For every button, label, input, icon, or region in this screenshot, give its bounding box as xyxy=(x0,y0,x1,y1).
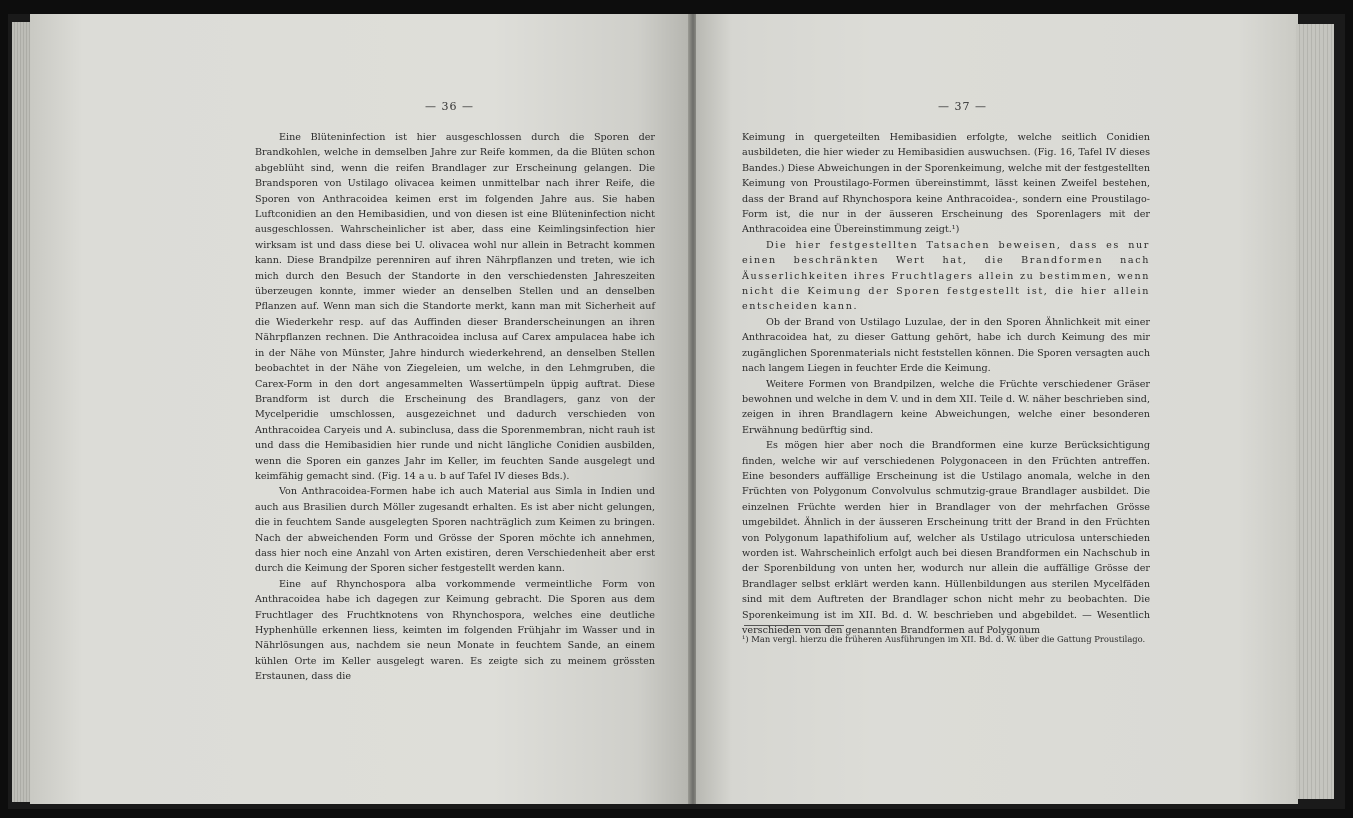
left-page-text xyxy=(255,130,655,685)
page-number-right: — 37 — xyxy=(938,100,987,113)
footnote: ¹) Man vergl. hierzu die früheren Ausführungen im XII. Bd. d. W. über die Gattung Proustilago. xyxy=(742,634,1146,644)
paragraph: Von Anthracoidea-Formen habe ich auch Material aus Simla in Indien und auch aus Brasilien durch Möller zugesandt erhalten. Es ist aber nicht gelungen, die in feuchtem Sande ausgelegten Sporen nachträglich zum Keimen zu bringen. Nach der abweichenden Form und Grösse der Sporen möchte ich annehmen, dass hier noch eine Anzahl von Arten existiren, deren Verschiedenheit aber erst durch die Keimung der Sporen sicher festgestellt werden kann. xyxy=(255,486,655,575)
paragraph: Keimung in quergeteilten Hemibasidien erfolgte, welche seitlich Conidien ausbildeten, die hier wieder zu Hemibasidien auswuchsen. (Fig. 16, Tafel IV dieses Bandes.) Diese Abweichungen in der Sporenkeimung, welche mit der festgestellten Keimung von Proustilago-Formen übereinstimmt, lässt keinen Zweifel bestehen, dass der Brand auf Rhynchospora keine Anthracoidea-, sondern eine Proustilago-Form ist, die nur in der äusseren Erscheinung des Sporenlagers mit der Anthracoidea eine Übereinstimmung zeigt.¹) xyxy=(742,132,1150,236)
right-page-text xyxy=(742,130,1150,638)
right-page-edges xyxy=(1296,24,1334,799)
left-page xyxy=(30,14,690,804)
footnote-rule xyxy=(744,625,844,626)
page-number-left: — 36 — xyxy=(425,100,474,113)
paragraph: Weitere Formen von Brandpilzen, welche die Früchte verschiedener Gräser bewohnen und welche in dem V. und in dem XII. Teile d. W. näher beschrieben sind, zeigen in ihren Brandlagern keine Abweichungen, welche einer besonderen Erwähnung bedürftig sind. xyxy=(742,378,1150,436)
paragraph: Es mögen hier aber noch die Brandformen eine kurze Berücksichtigung finden, welche wir auf verschiedenen Polygonaceen in den Früchten antreffen. Eine besonders auffällige Erscheinung ist die Ustilago anomala, welche in den Früchten von Polygonum Convolvulus schmutzig-graue Brandlager ausbildet. Die einzelnen Früchte werden hier in Brandlager von der mehrfachen Grösse umgebildet. Ähnlich in der äusseren Erscheinung tritt der Brand in den Früchten von Polygonum lapathifolium auf, welcher als Ustilago utriculosa unterschieden worden ist. Wahrscheinlich erfolgt auch bei diesen Brandformen ein Nachschub in der Sporenbildung von unten her, wodurch nur allein die auffällige Grösse der Brandlager selbst erklärt werden kann. Hüllenbildungen aus sterilen Mycelfäden sind mit dem Auftreten der Brandlager schon nicht mehr zu beobachten. Die Sporenkeimung ist im XII. Bd. d. W. beschrieben und abgebildet. — Wesentlich verschieden von den genannten Brandformen auf Polygonum xyxy=(742,440,1150,636)
paragraph: Eine Blüteninfection ist hier ausgeschlossen durch die Sporen der Brandkohlen, welche in demselben Jahre zur Reife kommen, da die Blüten schon abgeblüht sind, wenn die reifen Brandlager zur Erscheinung gelangen. Die Brandsporen von Ustilago olivacea keimen unmittelbar nach ihrer Reife, die Sporen von Anthracoidea keimen erst im folgenden Jahre aus. Sie haben Luftconidien an den Hemibasidien, und von diesen ist eine Blüteninfection nicht ausgeschlossen. Wahrscheinlicher ist aber, dass eine Keimlingsinfection hier wirksam ist und dass diese bei U. olivacea wohl nur allein in Betracht kommen kann. Diese Brandpilze perenniren auf ihren Nährpflanzen und treten, wie ich mich durch den Besuch der Standorte in den verschiedensten Jahreszeiten überzeugen konnte, immer wieder an denselben Stellen und an denselben Pflanzen auf. Wenn man sich die Standorte merkt, kann man mit Sicherheit auf die Wiederkehr resp. auf das Auffinden dieser Branderscheinungen an ihren Nährpflanzen rechnen. Die Anthracoidea inclusa auf Carex ampulacea habe ich in der Nähe von Münster, Jahre hindurch wiederkehrend, an denselben Stellen beobachtet in der Nähe von Ziegeleien, um welche, in den Lehmgruben, die Carex-Form in den dort angesammelten Wassertümpeln üppig auftrat. Diese Brandform ist durch die Erscheinung des Brandlagers, ganz von der Mycelperidie umschlossen, ausgezeichnet und dadurch verschieden von Anthracoidea Caryeis und A. subinclusa, dass die Sporenmembran, nicht rauh ist und dass die Hemibasidien hier runde und nicht längliche Conidien ausbilden, wenn die Sporen ein ganzes Jahr im Keller, im feuchten Sande ausgelegt und keimfähig gemacht sind. (Fig. 14 a u. b auf Tafel IV dieses Bds.). xyxy=(255,132,655,482)
right-page xyxy=(696,14,1298,804)
paragraph-emphasis: Die hier festgestellten Tatsachen beweisen, dass es nur einen beschränkten Wert hat, die Brandformen nach Äusserlichkeiten ihres Fruchtlagers allein zu bestimmen, wenn nicht die Keimung der Sporen festgestellt ist, die hier allein entscheiden kann. xyxy=(742,239,1150,313)
book-spread xyxy=(8,14,1345,809)
paragraph: Eine auf Rhynchospora alba vorkommende vermeintliche Form von Anthracoidea habe ich dagegen zur Keimung gebracht. Die Sporen aus dem Fruchtlager des Fruchtknotens von Rhynchospora, welches eine deutliche Hyphenhülle erkennen liess, keimten im folgenden Frühjahr im Wasser und in Nährlösungen aus, nachdem sie neun Monate in feuchtem Sande, an einem kühlen Orte im Keller ausgelegt waren. Es zeigte sich zu meinem grössten Erstaunen, dass die xyxy=(255,578,655,683)
paragraph: Ob der Brand von Ustilago Luzulae, der in den Sporen Ähnlichkeit mit einer Anthracoidea hat, zu dieser Gattung gehört, habe ich durch Keimung des mir zugänglichen Sporenmaterials nicht feststellen können. Die Sporen versagten auch nach langem Liegen in feuchter Erde die Keimung. xyxy=(742,316,1150,375)
